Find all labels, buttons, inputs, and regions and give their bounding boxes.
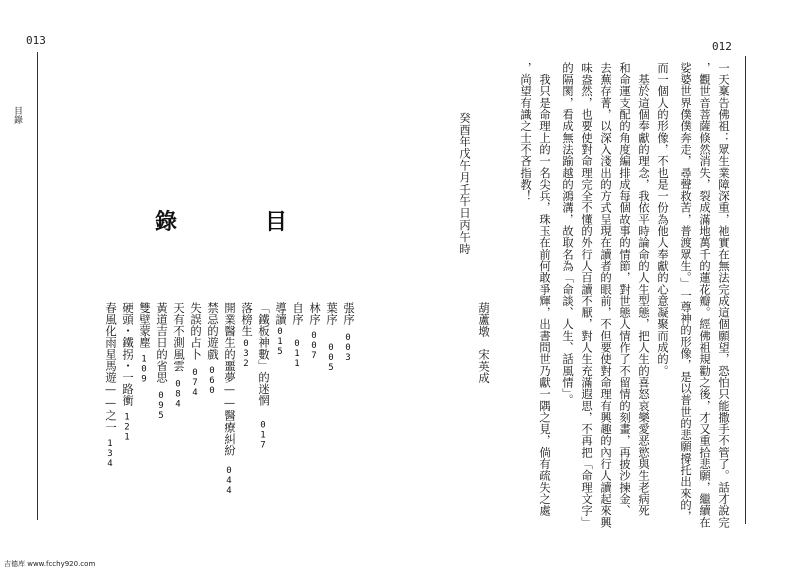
toc-entry-page: 109 [139,354,149,385]
toc-entry-page: 095 [156,391,166,422]
toc-entry-title: 硬頭・鐵拐・一路衝 [121,302,134,407]
preface-column: 而一個人的形像，不也是一份為他人奉獻的心意凝聚而成的。 [656,62,669,377]
toc-entry[interactable] [307,302,321,361]
toc-entry-title: 葉序 [325,302,338,326]
toc-entry-title: 天有不測風雲 [172,302,185,372]
preface-column: 基於這個奉獻的理念，我依平時論命的人生型態，把人生的喜怒哀樂愛恶慾與生老病死 [637,62,650,517]
toc-entry-title: 黃道吉日的省思 [155,302,168,384]
preface-column: ，觀世音菩薩倏然消失，裂成滿地萬千的蓮花瓣。經佛祖規勸之後，才又重拾悲願，繼續在 [698,62,711,528]
preface-column: 味盎然，也要使對命理完全不懂的外行人百讀不厭，對人生充滿遐思，不再把「命理文字」 [580,62,593,528]
toc-title-char-2: 錄 [155,209,178,235]
preface-column: 去蕪存菁，以深入淺出的方式呈現在讀者的眼前，不但要使對命理有興趣的內行人讀起來興 [599,62,612,528]
toc-entry-title: 導讀 [274,302,287,326]
toc-entry-page: 017 [258,420,268,451]
toc-entry-page: 121 [122,412,132,443]
toc-entry[interactable] [188,302,202,398]
preface-column: ，尚望有識之士不吝指教！ [519,62,532,202]
toc-entry[interactable] [137,302,151,384]
toc-entry-title: 開業醫生的噩夢——醫療糾紛 [223,302,236,457]
toc-entry[interactable] [239,302,253,369]
toc-entry-page: 007 [309,331,319,362]
page-border-right [745,56,746,524]
toc-entry-title: 春風化雨星馬遊——之一 [104,302,117,433]
toc-entry-title: 失誤的占卜 [189,302,202,360]
toc-entry[interactable] [341,302,355,363]
toc-entry-page: 003 [343,333,353,364]
footer-watermark: 吉德库 www.fcchy920.com [4,560,96,568]
toc-entry-title: 林序 [308,302,321,326]
toc-entry-page: 015 [275,327,285,358]
toc-entry-title: 禁忌的遊戲 [206,302,219,360]
page-number-right: 012 [712,40,732,53]
toc-entry-page: 005 [326,343,336,374]
toc-entry[interactable] [273,302,287,357]
preface-column: 我只是命理上的一名尖兵，珠玉在前何敢爭輝，出書問世乃獻一隅之見，倘有疏失之處 [538,62,551,517]
toc-entry-title: 雙壁蒙塵 [138,302,151,349]
toc-entry-page: 084 [173,379,183,410]
date-line: 癸酉年戊午月壬午日丙午時 [458,112,471,255]
toc-entry[interactable] [222,302,236,496]
toc-title-char-1: 目 [265,209,288,235]
preface-column: 的隔閡，看成無法踰越的鴻溝，故取名為「命談、人生、話風情」。 [561,62,574,406]
toc-entry-page: 032 [241,338,251,369]
toc-entry[interactable] [171,302,185,410]
toc-entry[interactable] [290,302,304,369]
toc-entry[interactable] [324,302,338,373]
toc-entry[interactable] [103,302,117,469]
toc-entry-title: 自序 [291,302,304,326]
page-border-left [37,52,38,520]
toc-entry-page: 011 [292,339,302,370]
toc-entry[interactable] [120,302,134,442]
toc-entry-page: 060 [207,366,217,396]
toc-entry-title: 張序 [342,302,355,326]
preface-column: 和命運支配的角度編排成每個故事的情節，對世態人情作了不留情的刻畫，再披沙揀金、 [618,62,631,517]
toc-entry-title: 「鐵板神數」的迷惘 [257,302,270,407]
toc-entry[interactable] [154,302,168,421]
toc-entry[interactable] [205,302,219,396]
page-number-left: 013 [26,34,46,47]
preface-column: 娑婆世界僕僕奔走，尋聲救苦，普渡眾生。」一尊神的形像，是以普世的悲願撐托出來的， [679,62,692,523]
preface-column: 一天稟告佛祖：眾生業障深重，祂實在無法完成這個願望，恐怕只能撒手不管了。話才說完 [717,62,730,528]
toc-entry-page: 074 [190,368,200,398]
toc-entry-title: 落榜生 [240,302,253,337]
toc-entry[interactable] [256,302,270,450]
side-tab-toc: 目錄 [12,106,22,124]
author-signature: 葫蘆墩 宋英成 [477,302,490,384]
toc-entry-page: 044 [224,466,234,497]
toc-entry-page: 134 [105,439,115,469]
